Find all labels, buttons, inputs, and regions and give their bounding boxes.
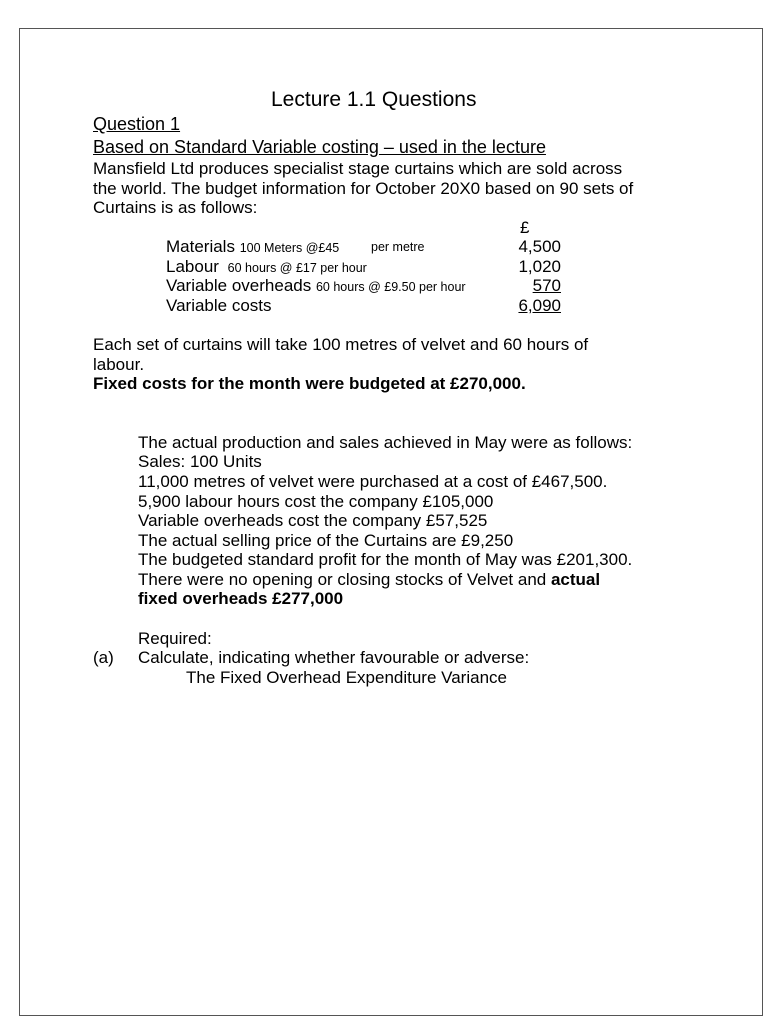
- stocks-text: There were no opening or closing stocks of Velvet and: [138, 570, 551, 589]
- budget-row-variable-costs: [166, 296, 272, 316]
- budget-row-variable-overheads: [166, 276, 466, 297]
- underlined-total: 6,090: [518, 296, 561, 315]
- row-amount: [491, 276, 561, 296]
- row-amount: 4,500: [518, 237, 561, 256]
- intro-line: the world. The budget information for October 20X0 based on 90 sets of: [93, 179, 634, 198]
- row-amount: 1,020: [518, 257, 561, 276]
- row-label: Materials: [166, 237, 235, 256]
- document-title: Lecture 1.1 Questions: [271, 88, 477, 111]
- row-label: Variable overheads: [166, 276, 312, 295]
- stocks-bold: actual: [550, 570, 601, 589]
- required-label: Required:: [138, 629, 212, 648]
- question-subheading: Based on Standard Variable costing – used in the lecture: [93, 137, 546, 157]
- actual-line: 11,000 metres of velvet were purchased at a cost of £467,500.: [138, 472, 608, 491]
- budget-row-labour: [166, 257, 367, 278]
- paragraph-line: labour.: [93, 355, 145, 374]
- actual-line: The actual production and sales achieved in May were as follows:: [138, 433, 633, 452]
- required-sub-item: The Fixed Overhead Expenditure Variance: [186, 668, 507, 687]
- fixed-overheads-actual: fixed overheads £277,000: [138, 589, 344, 608]
- fixed-costs-statement: Fixed costs for the month were budgeted at £270,000.: [93, 374, 526, 393]
- row-detail-unit: per metre: [371, 240, 425, 254]
- row-detail: 100 Meters @£45: [239, 241, 340, 255]
- intro-line: Mansfield Ltd produces specialist stage curtains which are sold across: [93, 159, 623, 178]
- actual-line: The budgeted standard profit for the month of May was £201,300.: [138, 550, 633, 569]
- actual-line: The actual selling price of the Curtains are £9,250: [138, 531, 514, 550]
- row-label: Labour: [166, 257, 219, 276]
- actual-line: Sales: 100 Units: [138, 452, 262, 471]
- row-label: Variable costs: [166, 296, 272, 315]
- actual-line: Variable overheads cost the company £57,525: [138, 511, 488, 530]
- budget-row-materials: [166, 237, 339, 258]
- paragraph-line: Each set of curtains will take 100 metres of velvet and 60 hours of: [93, 335, 589, 354]
- intro-line: Curtains is as follows:: [93, 198, 258, 217]
- stocks-line: [138, 570, 600, 590]
- row-detail: 60 hours @ £9.50 per hour: [315, 280, 466, 294]
- item-marker: (a): [93, 648, 114, 667]
- required-item-text: Calculate, indicating whether favourable or adverse:: [138, 648, 530, 667]
- question-heading: Question 1: [93, 114, 181, 134]
- actual-line: 5,900 labour hours cost the company £105,000: [138, 492, 494, 511]
- row-amount: [491, 296, 561, 316]
- currency-symbol: £: [520, 218, 530, 237]
- underlined-amount: 570: [532, 276, 561, 295]
- row-detail: 60 hours @ £17 per hour: [227, 261, 367, 275]
